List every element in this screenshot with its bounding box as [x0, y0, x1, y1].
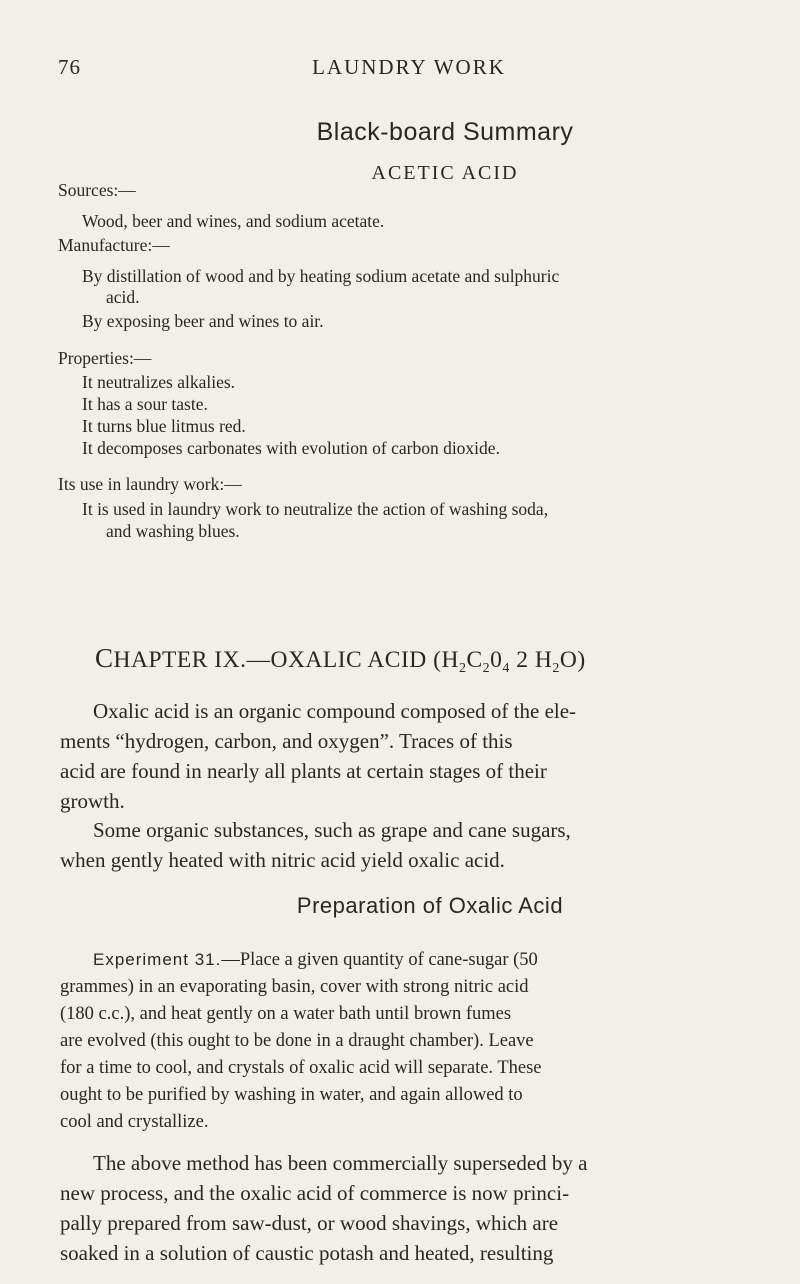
experiment-line: ought to be purified by washing in water, and again allowed to	[60, 1085, 523, 1105]
summary-line: and washing blues.	[106, 521, 240, 541]
subscript: 4	[502, 661, 510, 676]
paragraph-line: Oxalic acid is an organic compound composed of the ele-	[93, 699, 577, 723]
summary-line: By exposing beer and wines to air.	[82, 311, 324, 331]
paragraph-line: soaked in a solution of caustic potash and heated, resulting	[60, 1241, 554, 1265]
summary-line: Properties:—	[58, 348, 152, 368]
experiment-line: (180 c.c.), and heat gently on a water bath until brown fumes	[60, 1004, 512, 1024]
paragraph-line: pally prepared from saw-dust, or wood shavings, which are	[60, 1211, 559, 1235]
experiment-line: are evolved (this ought to be done in a draught chamber). Leave	[60, 1031, 534, 1051]
page-number: 76	[58, 55, 81, 79]
summary-subheading: ACETIC ACID	[371, 162, 519, 184]
formula-part: C	[466, 647, 483, 673]
experiment-text: —Place a given quantity of cane-sugar (50	[221, 950, 538, 970]
formula-part: 2 H	[509, 647, 553, 673]
page-header	[58, 55, 760, 85]
summary-line: Manufacture:—	[58, 235, 170, 255]
summary-line: Sources:—	[58, 180, 136, 200]
summary-line: It decomposes carbonates with evolution of carbon dioxide.	[82, 438, 500, 458]
summary-line: acid.	[106, 287, 140, 307]
paragraph-line: Some organic substances, such as grape and cane sugars,	[93, 818, 571, 842]
chapter-heading	[95, 643, 586, 674]
chapter-title: IX.—OXALIC ACID (H	[214, 647, 459, 673]
summary-line: By distillation of wood and by heating sodium acetate and sulphuric	[82, 266, 560, 286]
subscript: 2	[482, 661, 491, 676]
formula-part: 0	[490, 647, 503, 673]
experiment-line: for a time to cool, and crystals of oxalic acid will separate. These	[60, 1058, 542, 1078]
running-title: LAUNDRY WORK	[312, 55, 506, 79]
subscript: 2	[458, 661, 467, 676]
paragraph-line: when gently heated with nitric acid yield oxalic acid.	[60, 848, 505, 872]
subscript: 2	[552, 661, 560, 676]
chapter-word: HAPTER	[113, 647, 208, 673]
experiment-line: grammes) in an evaporating basin, cover with strong nitric acid	[60, 977, 529, 997]
summary-line: Its use in laundry work:—	[58, 474, 242, 494]
summary-line: Wood, beer and wines, and sodium acetate.	[82, 211, 385, 231]
experiment-label: Experiment 31.	[93, 950, 222, 969]
paragraph-line: acid are found in nearly all plants at certain stages of their	[60, 759, 547, 783]
summary-line: It is used in laundry work to neutralize the action of washing soda,	[82, 499, 549, 519]
formula-part: O)	[559, 647, 586, 673]
summary-heading: Black-board Summary	[316, 118, 574, 146]
experiment-line: cool and crystallize.	[60, 1112, 209, 1132]
paragraph-line: growth.	[60, 789, 125, 813]
summary-line: It neutralizes alkalies.	[82, 372, 236, 392]
summary-line: It has a sour taste.	[82, 394, 208, 414]
experiment-line	[93, 946, 538, 974]
paragraph-line: ments “hydrogen, carbon, and oxygen”. Traces of this	[60, 729, 513, 753]
paragraph-line: new process, and the oxalic acid of commerce is now princi-	[60, 1181, 570, 1205]
paragraph-line: The above method has been commercially superseded by a	[93, 1151, 588, 1175]
chapter-initial: C	[95, 643, 114, 673]
preparation-heading: Preparation of Oxalic Acid	[296, 893, 564, 918]
summary-line: It turns blue litmus red.	[82, 416, 246, 436]
